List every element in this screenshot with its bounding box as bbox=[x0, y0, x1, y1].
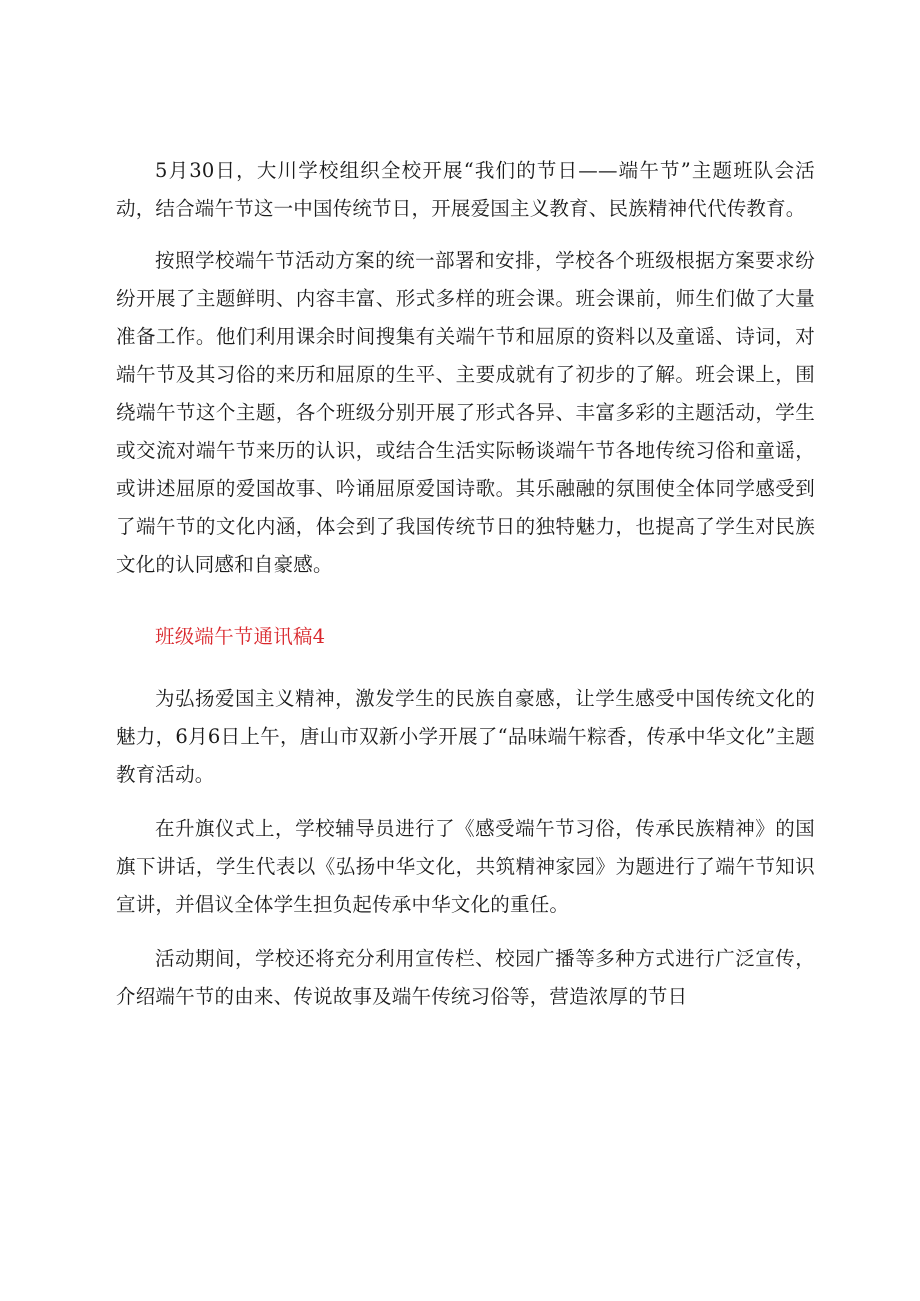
paragraph: 为弘扬爱国主义精神，激发学生的民族自豪感，让学生感受中国传统文化的魅力，6月6日上午，唐山市双新小学开展了“品味端午粽香，传承中华文化”主题教育活动。 bbox=[116, 687, 815, 786]
paragraph: 活动期间，学校还将充分利用宣传栏、校园广播等多种方式进行广泛宣传，介绍端午节的由来、传说故事及端午传统习俗等，营造浓厚的节日 bbox=[116, 947, 815, 1008]
paragraph: 按照学校端午节活动方案的统一部署和安排，学校各个班级根据方案要求纷纷开展了主题鲜明、内容丰富、形式多样的班会课。班会课前，师生们做了大量准备工作。他们利用课余时间搜集有关端午节和屈原的资料以及童谣、诗词，对端午节及其习俗的来历和屈原的生平、主要成就有了初步的了解。班会课上，围绕端午节这个主题，各个班级分别开展了形式各异、丰富多彩的主题活动，学生或交流对端午节来历的认识，或结合生活实际畅谈端午节各地传统习俗和童谣，或讲述屈原的爱国故事、吟诵屈原爱国诗歌。其乐融融的氛围使全体同学感受到了端午节的文化内涵，体会到了我国传统节日的独特魅力，也提高了学生对民族文化的认同感和自豪感。 bbox=[116, 249, 815, 576]
paragraph: 在升旗仪式上，学校辅导员进行了《感受端午节习俗，传承民族精神》的国旗下讲话，学生代表以《弘扬中华文化，共筑精神家园》为题进行了端午节知识宣讲，并倡议全体学生担负起传承中华文化的重任。 bbox=[116, 817, 815, 916]
paragraph: 5月30日，大川学校组织全校开展“我们的节日——端午节”主题班队会活动，结合端午节这一中国传统节日，开展爱国主义教育、民族精神代代传教育。 bbox=[116, 159, 815, 220]
section-heading: 班级端午节通讯稿4 bbox=[155, 625, 326, 648]
